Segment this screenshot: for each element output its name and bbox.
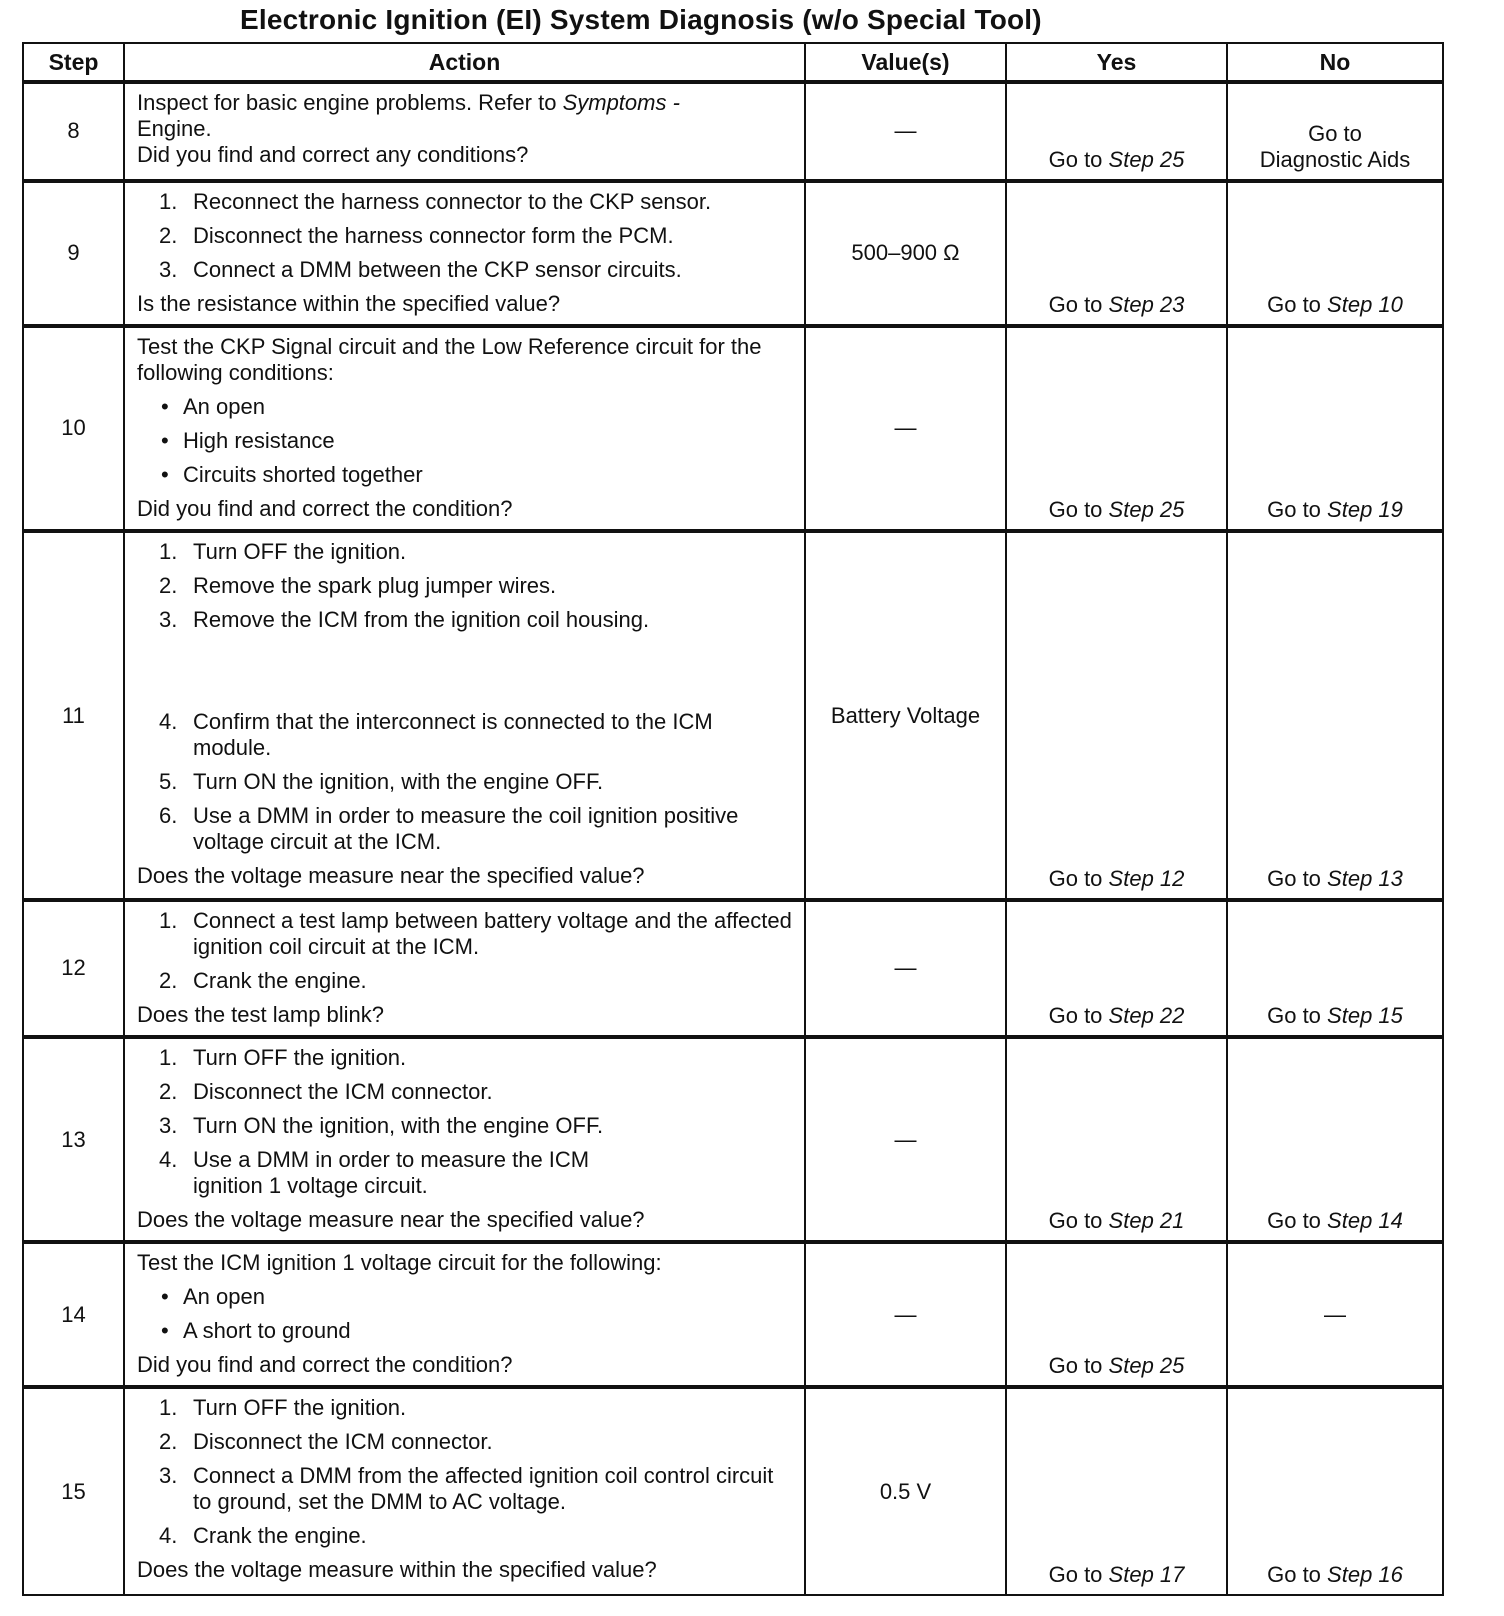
item-text: Use a DMM in order to measure the coil ignition positive voltage circuit at the ICM. xyxy=(193,803,739,855)
table-row xyxy=(23,82,1443,181)
go-to-label: Go to xyxy=(1267,1562,1321,1587)
list-item: 5. Turn ON the ignition, with the engine OFF. xyxy=(159,769,604,795)
list-item: 6. Use a DMM in order to measure the coil ignition positive voltage circuit at the ICM. xyxy=(159,803,739,855)
go-to-label: Go to xyxy=(1048,865,1103,891)
yes-step-ref: Step 17 xyxy=(1108,1562,1185,1587)
no-step-ref: Step 15 xyxy=(1327,1002,1403,1028)
no-cell xyxy=(1227,900,1443,1037)
action-cell xyxy=(124,531,805,900)
list-item: 1. Turn OFF the ignition. xyxy=(159,1044,407,1070)
go-to-label: Go to xyxy=(1267,865,1321,891)
item-text: Turn OFF the ignition. xyxy=(193,1395,407,1421)
value-cell: 0.5 V xyxy=(805,1387,1006,1595)
item-text: Remove the ICM from the ignition coil housing. xyxy=(193,607,650,633)
item-text: Turn ON the ignition, with the engine OFF. xyxy=(193,769,604,795)
action-cell xyxy=(124,82,805,181)
go-to-label: Go to xyxy=(1048,1002,1103,1028)
list-item: 1. Turn OFF the ignition. xyxy=(159,539,407,565)
header-values: Value(s) xyxy=(805,43,1006,82)
go-to-label: Go to xyxy=(1048,146,1103,172)
yes-cell xyxy=(1006,1387,1227,1595)
item-text: Use a DMM in order to measure the ICM ignition 1 voltage circuit. xyxy=(193,1146,590,1198)
step-number: 11 xyxy=(23,531,124,900)
yes-cell xyxy=(1006,900,1227,1037)
value-cell: — xyxy=(805,326,1006,531)
value-cell: — xyxy=(805,1037,1006,1242)
go-to-label: Go to xyxy=(1048,291,1103,317)
item-text: Turn OFF the ignition. xyxy=(193,539,407,565)
yes-cell xyxy=(1006,1037,1227,1242)
action-steps xyxy=(137,908,794,994)
no-cell xyxy=(1227,531,1443,900)
yes-step-ref: Step 21 xyxy=(1108,1208,1185,1234)
list-item: 4. Use a DMM in order to measure the ICM ignition 1 voltage circuit. xyxy=(137,1147,794,1199)
condition-list xyxy=(137,394,794,488)
action-steps xyxy=(137,189,794,283)
diagnosis-table xyxy=(22,42,1444,1596)
item-text: Connect a DMM from the affected ignition coil control circuit to ground, set the DMM to AC voltage. xyxy=(193,1463,774,1515)
action-text: Inspect for basic engine problems. Refer to xyxy=(137,90,563,115)
go-to-label: Go to xyxy=(1048,1208,1103,1234)
action-question: Does the voltage measure near the specified value? xyxy=(137,863,645,889)
table-row xyxy=(23,1242,1443,1387)
reference-link: Symptoms - xyxy=(562,90,680,115)
no-step-ref: Step 13 xyxy=(1327,865,1403,891)
step-number: 10 xyxy=(23,326,124,531)
no-step-ref: Step 16 xyxy=(1327,1562,1403,1587)
list-item: 2. Remove the spark plug jumper wires. xyxy=(159,573,557,599)
value-cell: 500–900 Ω xyxy=(805,181,1006,326)
action-intro: Test the ICM ignition 1 voltage circuit for the following: xyxy=(137,1250,662,1276)
go-to-label: Go to xyxy=(1267,291,1321,317)
action-cell xyxy=(124,181,805,326)
item-text: Connect a DMM between the CKP sensor circuits. xyxy=(193,256,682,282)
go-to-label: Go to xyxy=(1308,120,1362,146)
list-item: 3. Turn ON the ignition, with the engine OFF. xyxy=(159,1112,604,1138)
item-text: Confirm that the interconnect is connected to the ICM module. xyxy=(193,709,713,761)
action-question: Did you find and correct the condition? xyxy=(137,495,513,521)
condition-list xyxy=(137,1284,794,1344)
action-steps xyxy=(137,1395,794,1549)
header-yes: Yes xyxy=(1006,43,1227,82)
list-item: 2. Disconnect the harness connector form the PCM. xyxy=(159,222,674,248)
action-question: Does the test lamp blink? xyxy=(137,1001,385,1027)
step-number: 14 xyxy=(23,1242,124,1387)
action-text: Engine. xyxy=(137,116,212,141)
yes-step-ref: Step 25 xyxy=(1108,1353,1185,1379)
table-row xyxy=(23,181,1443,326)
item-text: Disconnect the ICM connector. xyxy=(193,1429,493,1455)
no-step-ref: Step 19 xyxy=(1327,497,1403,523)
step-number: 8 xyxy=(23,82,124,181)
list-item: • A short to ground xyxy=(137,1318,794,1344)
header-no: No xyxy=(1227,43,1443,82)
no-cell: — xyxy=(1227,1242,1443,1387)
item-text: Crank the engine. xyxy=(193,967,367,993)
yes-cell xyxy=(1006,326,1227,531)
list-item: 1. Reconnect the harness connector to the CKP sensor. xyxy=(159,188,712,214)
go-to-label: Go to xyxy=(1048,497,1103,523)
go-to-label: Go to xyxy=(1267,1208,1321,1234)
header-action: Action xyxy=(124,43,805,82)
list-item: 4. Crank the engine. xyxy=(159,1523,367,1549)
no-step-ref: Step 14 xyxy=(1327,1208,1403,1234)
action-question: Did you find and correct any conditions? xyxy=(137,142,529,167)
action-cell xyxy=(124,1037,805,1242)
go-to-label: Go to xyxy=(1048,1353,1103,1379)
list-item: 4. Confirm that the interconnect is connected to the ICM module. xyxy=(159,709,713,761)
list-item: 1. Turn OFF the ignition. xyxy=(159,1395,407,1421)
list-item: 1. Connect a test lamp between battery voltage and the affected ignition coil circuit at the ICM. xyxy=(159,907,792,959)
action-cell xyxy=(124,326,805,531)
yes-step-ref: Step 25 xyxy=(1108,497,1185,523)
table-header-row xyxy=(23,43,1443,82)
item-text: Turn ON the ignition, with the engine OFF. xyxy=(193,1112,604,1138)
yes-cell xyxy=(1006,181,1227,326)
step-number: 15 xyxy=(23,1387,124,1595)
yes-cell xyxy=(1006,82,1227,181)
list-item: • Circuits shorted together xyxy=(137,462,794,488)
action-intro: Test the CKP Signal circuit and the Low Reference circuit for the following conditions: xyxy=(137,333,762,385)
go-to-label: Go to xyxy=(1267,497,1321,523)
no-step-ref: Diagnostic Aids xyxy=(1259,146,1411,172)
spacer xyxy=(137,641,794,701)
item-text: Remove the spark plug jumper wires. xyxy=(193,573,557,599)
table-row xyxy=(23,326,1443,531)
go-to-label: Go to xyxy=(1048,1562,1103,1587)
action-question: Does the voltage measure near the specified value? xyxy=(137,1206,645,1232)
table-row xyxy=(23,531,1443,900)
item-text: Connect a test lamp between battery voltage and the affected ignition coil circuit at the ICM. xyxy=(193,907,792,959)
item-text: Crank the engine. xyxy=(193,1523,367,1549)
action-intro xyxy=(137,90,794,142)
action-cell xyxy=(124,900,805,1037)
value-cell: — xyxy=(805,900,1006,1037)
list-item: 3. Connect a DMM from the affected ignition coil control circuit to ground, set the DMM to AC voltage. xyxy=(159,1463,774,1515)
table-row xyxy=(23,1387,1443,1595)
value-cell: Battery Voltage xyxy=(805,531,1006,900)
action-cell xyxy=(124,1387,805,1595)
step-number: 9 xyxy=(23,181,124,326)
page-title: Electronic Ignition (EI) System Diagnosis (w/o Special Tool) xyxy=(240,4,1042,35)
list-item: 2. Crank the engine. xyxy=(159,967,367,993)
no-cell xyxy=(1227,1387,1443,1595)
no-cell xyxy=(1227,82,1443,181)
table-row xyxy=(23,1037,1443,1242)
table-row xyxy=(23,900,1443,1037)
header-step: Step xyxy=(23,43,124,82)
step-number: 12 xyxy=(23,900,124,1037)
action-question: Does the voltage measure within the specified value? xyxy=(137,1557,657,1583)
list-item: 3. Connect a DMM between the CKP sensor circuits. xyxy=(159,256,682,282)
go-to-label: Go to xyxy=(1267,1002,1321,1028)
list-item: 2. Disconnect the ICM connector. xyxy=(159,1429,493,1455)
yes-cell xyxy=(1006,1242,1227,1387)
list-item: • An open xyxy=(137,1284,794,1310)
list-item: • High resistance xyxy=(137,428,794,454)
no-cell xyxy=(1227,1037,1443,1242)
list-item: 2. Disconnect the ICM connector. xyxy=(159,1078,493,1104)
value-cell: — xyxy=(805,1242,1006,1387)
action-steps xyxy=(137,1045,794,1199)
action-question: Did you find and correct the condition? xyxy=(137,1352,513,1378)
action-cell xyxy=(124,1242,805,1387)
yes-step-ref: Step 25 xyxy=(1108,146,1185,172)
yes-step-ref: Step 23 xyxy=(1108,291,1185,317)
list-item: • An open xyxy=(137,394,794,420)
item-text: Reconnect the harness connector to the CKP sensor. xyxy=(193,188,712,214)
value-cell: — xyxy=(805,82,1006,181)
item-text: Turn OFF the ignition. xyxy=(193,1044,407,1070)
list-item: 3. Remove the ICM from the ignition coil housing. xyxy=(159,607,650,633)
action-question: Is the resistance within the specified value? xyxy=(137,290,561,316)
item-text: Disconnect the ICM connector. xyxy=(193,1078,493,1104)
item-text: Disconnect the harness connector form the PCM. xyxy=(193,222,674,248)
no-cell xyxy=(1227,181,1443,326)
action-steps xyxy=(137,539,794,855)
no-step-ref: Step 10 xyxy=(1327,291,1403,317)
yes-cell xyxy=(1006,531,1227,900)
yes-step-ref: Step 22 xyxy=(1108,1002,1185,1028)
no-cell xyxy=(1227,326,1443,531)
step-number: 13 xyxy=(23,1037,124,1242)
yes-step-ref: Step 12 xyxy=(1108,865,1185,891)
